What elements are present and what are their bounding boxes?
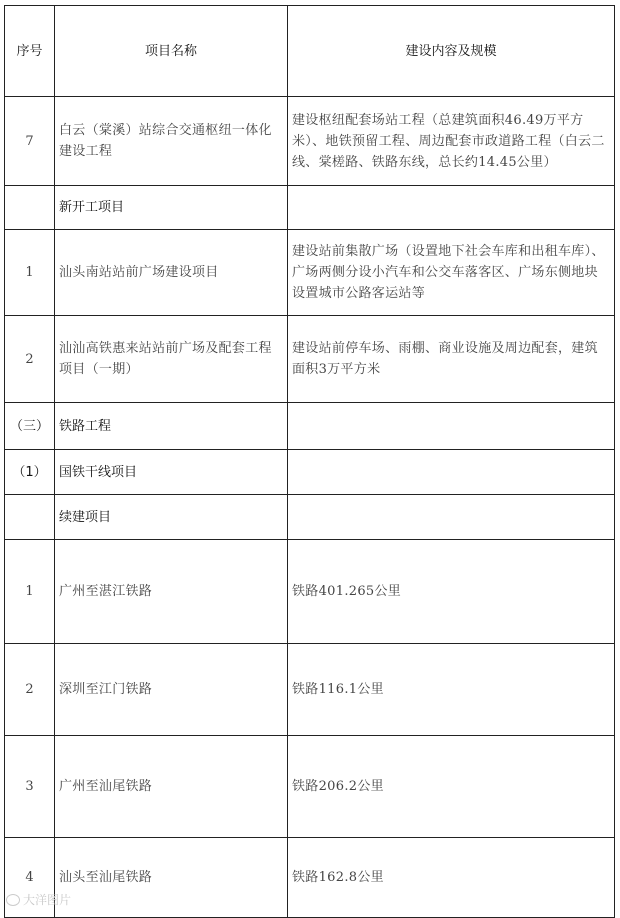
row-seq: 2 bbox=[5, 644, 55, 736]
watermark-logo-icon bbox=[6, 894, 20, 906]
row-seq: 1 bbox=[5, 540, 55, 644]
table-row bbox=[5, 97, 615, 186]
section-title: 新开工项目 bbox=[55, 186, 288, 230]
table-row bbox=[5, 230, 615, 316]
row-construction-scope: 铁路401.265公里 bbox=[288, 540, 615, 644]
row-construction-scope: 建设枢纽配套场站工程（总建筑面积46.49万平方米）、地铁预留工程、周边配套市政道路工程（白云二线、棠槎路、铁路东线，总长约14.45公里） bbox=[288, 97, 615, 186]
section-title: 国铁干线项目 bbox=[55, 450, 288, 495]
row-seq: 1 bbox=[5, 230, 55, 316]
section-seq: （1） bbox=[5, 450, 55, 495]
watermark-text: 大洋图片 bbox=[23, 893, 72, 907]
row-project-name: 广州至汕尾铁路 bbox=[55, 736, 288, 838]
table-row bbox=[5, 644, 615, 736]
row-construction-scope: 建设站前停车场、雨棚、商业设施及周边配套，建筑面积3万平方米 bbox=[288, 316, 615, 403]
row-construction-scope: 建设站前集散广场（设置地下社会车库和出租车库）、广场两侧分设小汽车和公交车落客区、广场东侧地块设置城市公路客运站等 bbox=[288, 230, 615, 316]
section-row bbox=[5, 450, 615, 495]
section-empty-cell bbox=[288, 495, 615, 540]
section-empty-cell bbox=[288, 186, 615, 230]
watermark bbox=[6, 891, 71, 908]
section-title: 铁路工程 bbox=[55, 403, 288, 450]
row-construction-scope: 铁路162.8公里 bbox=[288, 838, 615, 918]
project-table bbox=[4, 5, 615, 918]
row-seq: 2 bbox=[5, 316, 55, 403]
row-project-name: 广州至湛江铁路 bbox=[55, 540, 288, 644]
section-title: 续建项目 bbox=[55, 495, 288, 540]
row-project-name: 汕头至汕尾铁路 bbox=[55, 838, 288, 918]
section-empty-cell bbox=[288, 403, 615, 450]
table-row bbox=[5, 540, 615, 644]
row-construction-scope: 铁路206.2公里 bbox=[288, 736, 615, 838]
section-seq: （三） bbox=[5, 403, 55, 450]
table-row bbox=[5, 838, 615, 918]
table-header-row bbox=[5, 6, 615, 97]
row-seq: 4 bbox=[5, 838, 55, 918]
row-project-name: 深圳至江门铁路 bbox=[55, 644, 288, 736]
header-seq: 序号 bbox=[5, 6, 55, 97]
section-seq bbox=[5, 186, 55, 230]
table-row bbox=[5, 736, 615, 838]
table-row bbox=[5, 316, 615, 403]
section-row bbox=[5, 495, 615, 540]
row-seq: 3 bbox=[5, 736, 55, 838]
header-construction-scope: 建设内容及规模 bbox=[288, 6, 615, 97]
row-seq: 7 bbox=[5, 97, 55, 186]
section-seq bbox=[5, 495, 55, 540]
row-project-name: 白云（棠溪）站综合交通枢纽一体化建设工程 bbox=[55, 97, 288, 186]
section-empty-cell bbox=[288, 450, 615, 495]
section-row bbox=[5, 403, 615, 450]
row-construction-scope: 铁路116.1公里 bbox=[288, 644, 615, 736]
section-row bbox=[5, 186, 615, 230]
row-project-name: 汕头南站站前广场建设项目 bbox=[55, 230, 288, 316]
header-project-name: 项目名称 bbox=[55, 6, 288, 97]
row-project-name: 汕汕高铁惠来站站前广场及配套工程项目（一期） bbox=[55, 316, 288, 403]
